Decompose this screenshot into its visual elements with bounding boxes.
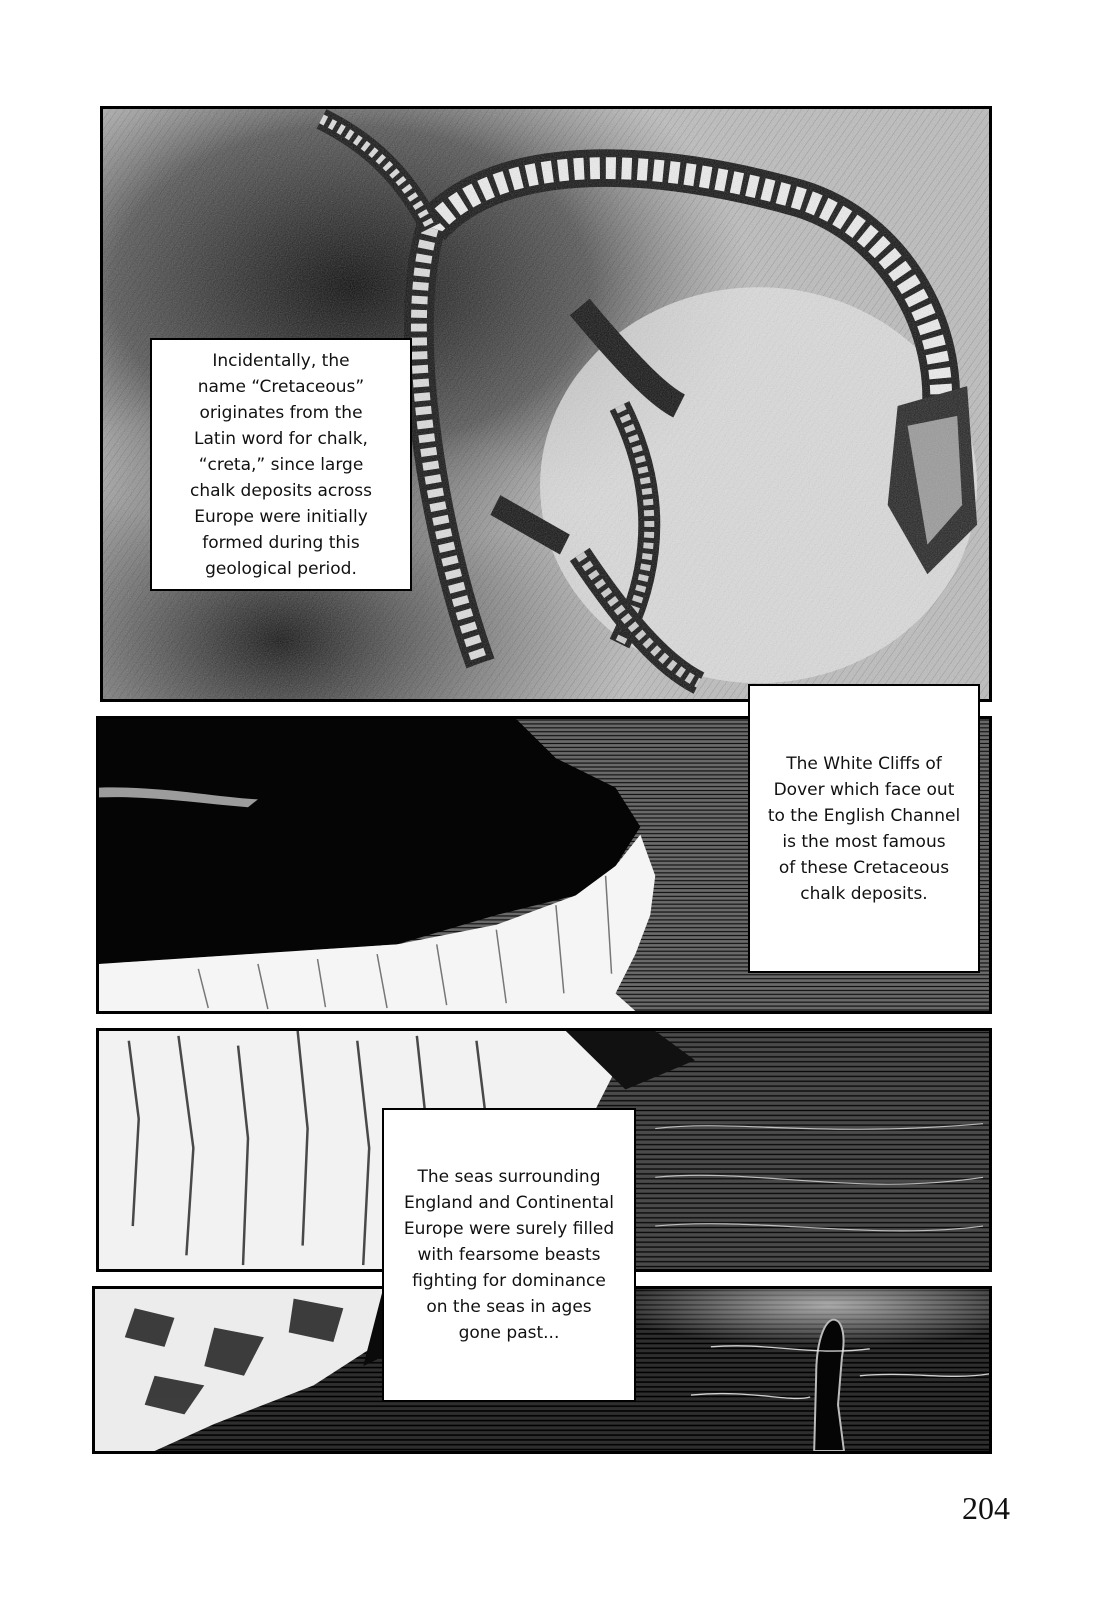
cliffs-caption-text	[768, 751, 960, 907]
caption-line: geological period.	[205, 558, 357, 579]
caption-line: Latin word for chalk,	[194, 428, 368, 449]
caption-line: chalk deposits across	[190, 480, 372, 501]
cliffs-caption-box	[748, 684, 980, 973]
caption-line: gone past...	[458, 1323, 560, 1343]
fossil-caption-text	[190, 348, 372, 582]
caption-line: originates from the	[199, 402, 363, 423]
caption-line: Dover which face out	[773, 779, 955, 800]
caption-line: The White Cliffs of	[786, 753, 942, 774]
caption-line: to the English Channel	[767, 805, 961, 826]
caption-line: Europe were initially	[194, 506, 368, 527]
caption-line: on the seas in ages	[426, 1297, 592, 1317]
caption-line: England and Continental	[403, 1193, 615, 1213]
caption-line: formed during this	[202, 532, 360, 553]
caption-line: of these Cretaceous	[778, 857, 950, 878]
caption-line: chalk deposits.	[800, 883, 928, 904]
caption-line: with fearsome beasts	[417, 1245, 601, 1265]
caption-line: Europe were surely filled	[403, 1219, 615, 1239]
caption-line: The seas surrounding	[417, 1167, 601, 1187]
seas-caption-text	[404, 1164, 614, 1346]
seas-caption-box	[382, 1108, 636, 1402]
caption-line: Incidentally, the	[212, 350, 350, 371]
caption-line: fighting for dominance	[412, 1271, 606, 1291]
caption-line: “creta,” since large	[198, 454, 364, 475]
fossil-caption-box	[150, 338, 412, 591]
caption-line: name “Cretaceous”	[197, 376, 365, 397]
page-number: 204	[962, 1490, 1010, 1526]
caption-line: is the most famous	[782, 831, 946, 852]
